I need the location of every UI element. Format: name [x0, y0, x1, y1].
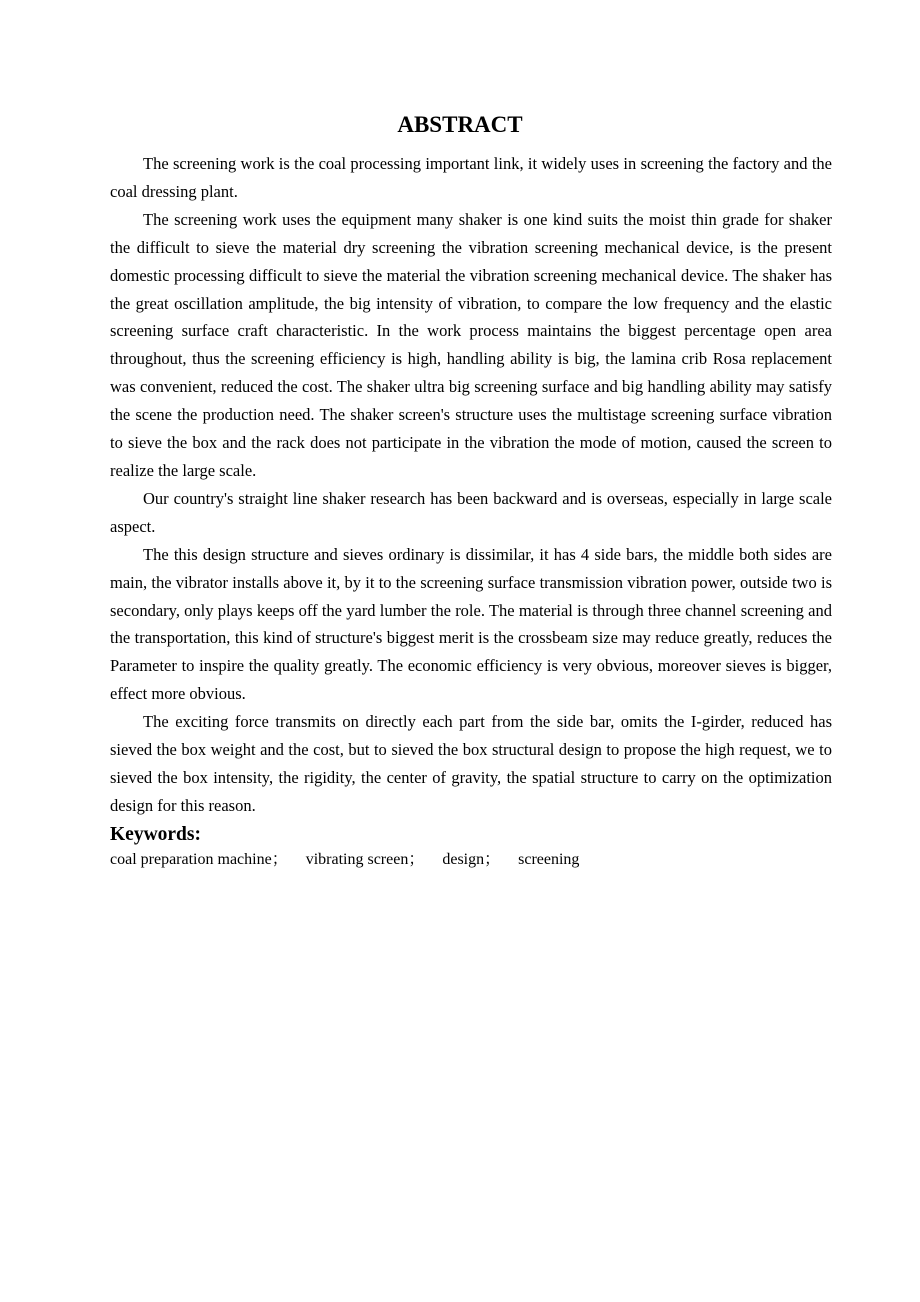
keyword-item: coal preparation machine； [110, 850, 288, 868]
keyword-item: design； [442, 850, 501, 868]
abstract-body [110, 150, 832, 872]
keyword-item: vibrating screen； [305, 850, 425, 868]
abstract-paragraph: The exciting force transmits on directly each part from the side bar, omits the I-girder, reduced has sieved the box weight and the cost, but to sieved the box structural design to propose the high request, we to sieved the box intensity, the rigidity, the center of gravity, the spatial structure to carry on the optimization design for this reason. [110, 712, 832, 815]
abstract-paragraph: The this design structure and sieves ordinary is dissimilar, it has 4 side bars, the middle both sides are main, the vibrator installs above it, by it to the screening surface transmission vibration power, outside two is secondary, only plays keeps off the yard lumber the role. The material is through three channel screening and the transportation, this kind of structure's biggest merit is the crossbeam size may reduce greatly, reduces the Parameter to inspire the quality greatly. The economic efficiency is very obvious, moreover sieves is bigger, effect more obvious. [110, 544, 832, 704]
abstract-paragraph: The screening work is the coal processing important link, it widely uses in screening the factory and the coal dressing plant. [110, 154, 832, 201]
abstract-title: ABSTRACT [397, 112, 523, 137]
abstract-paragraph: The screening work uses the equipment many shaker is one kind suits the moist thin grade for shaker the difficult to sieve the material dry screening the vibration screening mechanical device, is the present domestic processing difficult to sieve the material the vibration screening mechanical device. The shaker has the great oscillation amplitude, the big intensity of vibration, to compare the low frequency and the elastic screening surface craft characteristic. In the work process maintains the biggest percentage open area throughout, thus the screening efficiency is high, handling ability is big, the lamina crib Rosa replacement was convenient, reduced the cost. The shaker ultra big screening surface and big handling ability may satisfy the scene the production need. The shaker screen's structure uses the multistage screening surface vibration to sieve the box and the rack does not participate in the vibration the mode of motion, caused the screen to realize the large scale. [110, 209, 832, 480]
keywords-list [110, 848, 832, 872]
keyword-item: screening [518, 850, 580, 868]
abstract-paragraph: Our country's straight line shaker research has been backward and is overseas, especially in large scale aspect. [110, 488, 832, 536]
keywords-heading: Keywords: [110, 823, 201, 845]
